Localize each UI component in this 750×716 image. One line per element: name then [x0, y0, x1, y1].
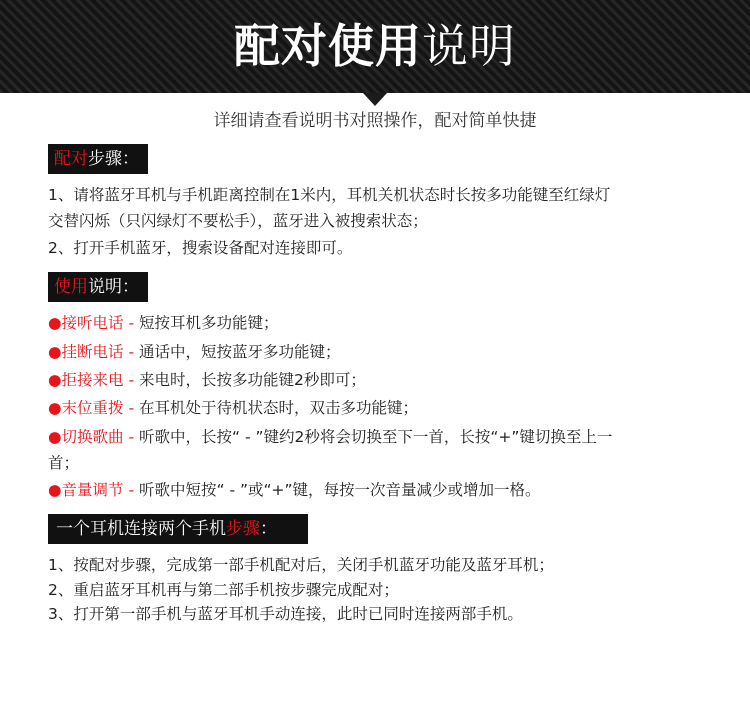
- pairing-step-1: 1、请将蓝牙耳机与手机距离控制在1米内，耳机关机状态时长按多功能键至红绿灯交替闪烁（只闪绿灯不要松手），蓝牙进入被搜索状态；: [48, 186, 611, 230]
- bullet-icon: ●: [48, 314, 62, 332]
- usage-item: [48, 395, 418, 421]
- usage-item-text: 短按耳机多功能键；: [138, 314, 279, 332]
- two-phones-step-1: 1、按配对步骤，完成第一部手机配对后，关闭手机蓝牙功能及蓝牙耳机；: [48, 556, 554, 574]
- usage-item: [48, 424, 638, 476]
- usage-item-label: 拒接来电 -: [61, 371, 139, 389]
- usage-item-label: 末位重拨 -: [61, 399, 139, 417]
- usage-heading: [48, 272, 148, 302]
- bullet-icon: ●: [48, 481, 62, 499]
- pairing-step-2: 2、打开手机蓝牙，搜索设备配对连接即可。: [48, 239, 353, 257]
- usage-item-text: 通话中，短按蓝牙多功能键；: [138, 343, 341, 361]
- subtitle: 详细请查看说明书对照操作，配对简单快捷: [213, 111, 537, 131]
- two-phones-heading: [48, 514, 308, 544]
- page-title-bold: 配对使用: [234, 19, 422, 73]
- bullet-icon: ●: [48, 399, 62, 417]
- bullet-icon: ●: [48, 428, 62, 446]
- page-title-rest: 说明: [422, 19, 516, 73]
- pairing-heading-red: 配对: [54, 149, 88, 169]
- pairing-heading: [48, 144, 148, 174]
- usage-item: [48, 310, 279, 336]
- banner-notch: [363, 93, 387, 106]
- two-phones-heading-red: 步骤: [226, 519, 260, 539]
- usage-item: [48, 477, 541, 503]
- page-title: [0, 0, 750, 93]
- usage-item-label: 切换歌曲 -: [61, 428, 139, 446]
- usage-item-label: 挂断电话 -: [61, 343, 139, 361]
- usage-heading-rest: 说明：: [88, 277, 139, 297]
- usage-item-text: 听歌中短按“ - ”或“+”键，每按一次音量减少或增加一格。: [138, 481, 541, 499]
- usage-heading-red: 使用: [54, 277, 88, 297]
- usage-item-label: 接听电话 -: [61, 314, 139, 332]
- two-phones-step-3: 3、打开第一部手机与蓝牙耳机手动连接，此时已同时连接两部手机。: [48, 605, 523, 623]
- two-phones-step-2: 2、重启蓝牙耳机再与第二部手机按步骤完成配对；: [48, 581, 399, 599]
- two-phones-heading-rest: 一个耳机连接两个手机: [56, 519, 226, 539]
- usage-item-text: 在耳机处于待机状态时，双击多功能键；: [138, 399, 418, 417]
- usage-item-label: 音量调节 -: [61, 481, 139, 499]
- pairing-heading-rest: 步骤：: [88, 149, 139, 169]
- usage-item: [48, 339, 341, 365]
- bullet-icon: ●: [48, 371, 62, 389]
- usage-item-text: 听歌中，长按“ - ”键约2秒将会切换至下一首，长按“+”键切换至上一首；: [48, 428, 613, 472]
- bullet-icon: ●: [48, 343, 62, 361]
- two-phones-heading-colon: ：: [260, 519, 277, 539]
- usage-item: [48, 367, 366, 393]
- usage-item-text: 来电时，长按多功能键2秒即可；: [138, 371, 366, 389]
